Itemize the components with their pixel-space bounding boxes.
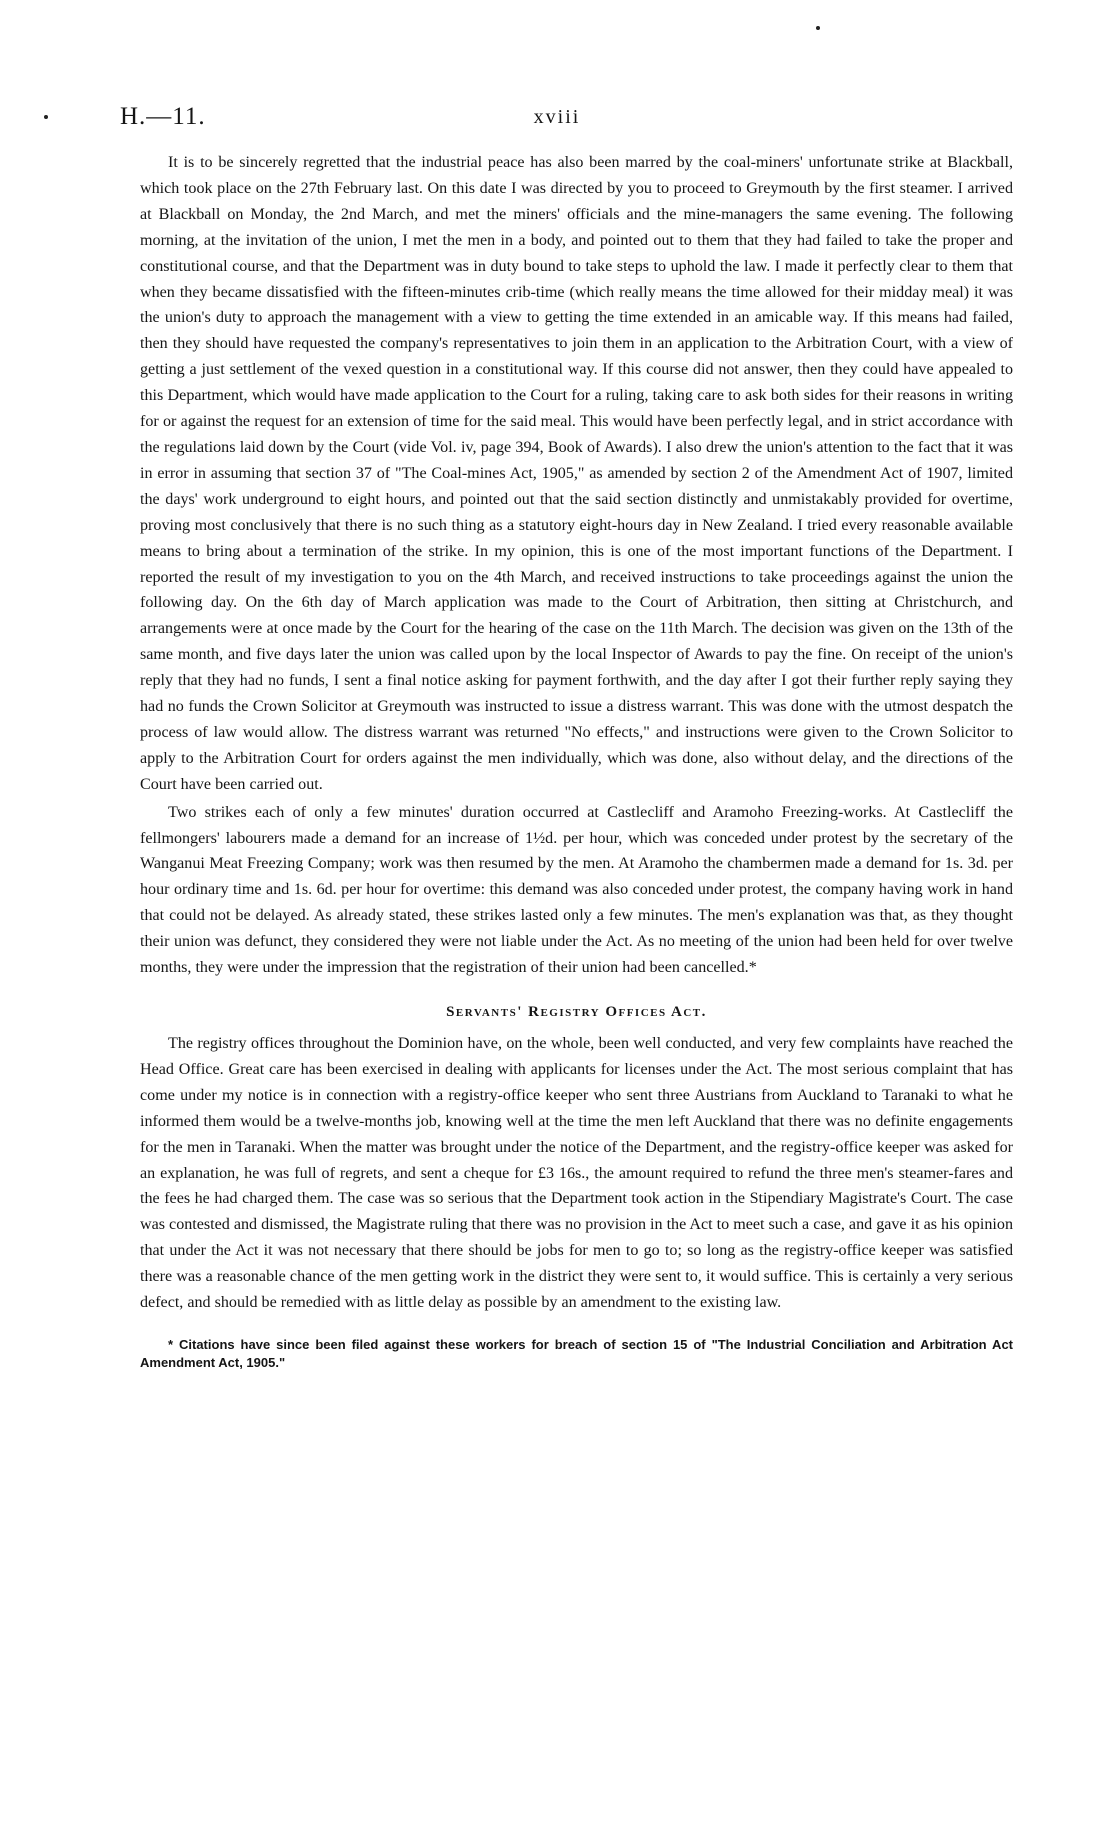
print-mark xyxy=(816,26,820,30)
document-body xyxy=(140,150,1013,1372)
paragraph-blackball-strike: It is to be sincerely regretted that the industrial peace has also been marred by the coal-miners' unfortunate strike at Blackball, which took place on the 27th February last. On this date I was directed by you to proceed to Greymouth by the first steamer. I arrived at Blackball on Monday, the 2nd March, and met the miners' officials and the mine-managers the same evening. The following morning, at the invitation of the union, I met the men in a body, and pointed out to them that they had failed to take the proper and constitutional course, and that the Department was in duty bound to take steps to uphold the law. I made it perfectly clear to them that when they became dissatisfied with the fifteen-minutes crib-time (which really means the time allowed for their midday meal) it was the union's duty to approach the management with a view to getting the time extended in an amicable way. If this means had failed, then they should have requested the company's representatives to join them in an application to the Arbitration Court, with a view of getting a just settlement of the vexed question in a constitutional way. If this course did not answer, then they could have appealed to this Department, which would have made application to the Court for a ruling, taking care to ask both sides for their reasons in writing for or against the request for an extension of time for the said meal. This would have been perfectly legal, and in strict accordance with the regulations laid down by the Court (vide Vol. iv, page 394, Book of Awards). I also drew the union's attention to the fact that it was in error in assuming that section 37 of "The Coal-mines Act, 1905," as amended by section 2 of the Amendment Act of 1907, limited the days' work underground to eight hours, and pointed out that the said section distinctly and unmistakably provided for overtime, proving most conclusively that there is no such thing as a statutory eight-hours day in New Zealand. I tried every reasonable available means to bring about a termination of the strike. In my opinion, this is one of the most important functions of the Department. I reported the result of my investigation to you on the 4th March, and received instructions to take proceedings against the union the following day. On the 6th day of March application was made to the Court of Arbitration, then sitting at Christchurch, and arrangements were at once made by the Court for the hearing of the case on the 11th March. The decision was given on the 13th of the same month, and five days later the union was called upon by the local Inspector of Awards to pay the fine. On receipt of the union's reply that they had no funds, I sent a final notice asking for payment forthwith, and the day after I got their further reply saying they had no funds the Crown Solicitor at Greymouth was instructed to issue a distress warrant. This was done with the utmost despatch the process of law would allow. The distress warrant was returned "No effects," and instructions were given to the Crown Solicitor to apply to the Arbitration Court for orders against the men individually, which was done, also without delay, and the directions of the Court have been carried out. xyxy=(140,154,1013,793)
page-number: xviii xyxy=(533,106,581,128)
page-reference: H.—11. xyxy=(120,103,206,130)
paragraph-registry-offices: The registry offices throughout the Dominion have, on the whole, been well conducted, and very few complaints have reached the Head Office. Great care has been exercised in dealing with applicants for licenses under the Act. The most serious complaint that has come under my notice is in connection with a registry-office keeper who sent three Austrians from Auckland to Taranaki to what he informed them would be a twelve-months job, knowing well at the time the men left Auckland that there was no definite engagements for the men in Taranaki. When the matter was brought under the notice of the Department, and the registry-office keeper was asked for an explanation, he was full of regrets, and sent a cheque for £3 16s., the amount required to refund the three men's steamer-fares and the fees he had charged them. The case was so serious that the Department took action in the Stipendiary Magistrate's Court. The case was contested and dismissed, the Magistrate ruling that there was no provision in the Act to meet such a case, and gave it as his opinion that under the Act it was not necessary that there should be jobs for men to go to; so long as the registry-office keeper was satisfied there was a reasonable chance of the men getting work in the district they were sent to, it would suffice. This is certainly a very serious defect, and should be remedied with as little delay as possible by an amendment to the existing law. xyxy=(140,1035,1013,1312)
footnote: * Citations have since been filed against these workers for breach of section 15 of "The Industrial Conciliation and Arbitration Act Amendment Act, 1905." xyxy=(140,1336,1013,1370)
section-heading: Servants' Registry Offices Act. xyxy=(446,1004,707,1020)
paragraph-freezing-works-strikes: Two strikes each of only a few minutes' duration occurred at Castlecliff and Aramoho Freezing-works. At Castlecliff the fellmongers' labourers made a demand for an increase of 1½d. per hour, which was conceded under protest by the secretary of the Wanganui Meat Freezing Company; work was then resumed by the men. At Aramoho the chambermen made a demand for 1s. 3d. per hour ordinary time and 1s. 6d. per hour for overtime: this demand was also conceded under protest, the company having work in hand that could not be delayed. As already stated, these strikes lasted only a few minutes. The men's explanation was that, as they thought their union was defunct, they considered they were not liable under the Act. As no meeting of the union had been held for over twelve months, they were under the impression that the registration of their union had been cancelled.* xyxy=(140,803,1013,977)
